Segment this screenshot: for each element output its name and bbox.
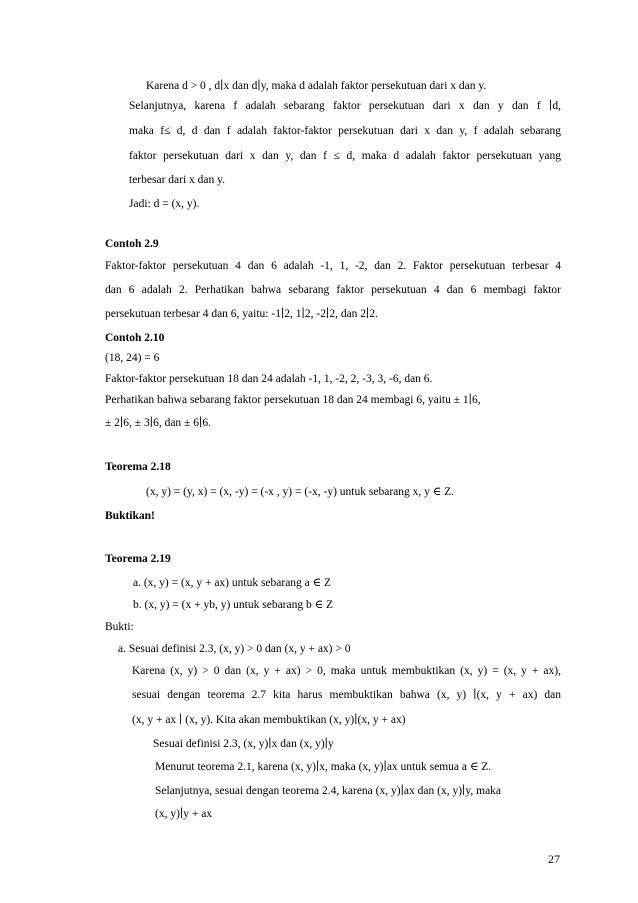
text-line: faktor persekutuan dari x dan y, dan f ≤ d, maka d adalah faktor persekutuan yang <box>129 150 561 162</box>
page-number: 27 <box>548 852 560 866</box>
text-line: (x, y)∣y + ax <box>155 808 213 820</box>
text-line: Karena d > 0 , d∣x dan d∣y, maka d adalah faktor persekutuan dari x dan y. <box>146 80 487 92</box>
text-line: Selanjutnya, sesuai dengan teorema 2.4, karena (x, y)∣ax dan (x, y)∣y, maka <box>155 785 502 797</box>
text-line: Faktor-faktor persekutuan 4 dan 6 adalah -1, 1, -2, dan 2. Faktor persekutuan terbesar 4 <box>105 260 561 272</box>
text-line: b. (x, y) = (x + yb, y) untuk sebarang b ∈ Z <box>133 599 334 611</box>
text-line: Perhatikan bahwa sebarang faktor persekutuan 18 dan 24 membagi 6, yaitu ± 1∣6, <box>105 394 481 406</box>
text-line: sesuai dengan teorema 2.7 kita harus membuktikan bahwa (x, y) ∣(x, y + ax) dan <box>132 689 561 701</box>
text-line: a. Sesuai definisi 2.3, (x, y) > 0 dan (x, y + ax) > 0 <box>118 643 351 655</box>
instruction-text: Buktikan! <box>105 510 155 522</box>
text-line: (x, y) = (y, x) = (x, -y) = (-x , y) = (-x, -y) untuk sebarang x, y ∈ Z. <box>146 486 455 498</box>
text-line: Jadi: d = (x, y). <box>129 198 200 210</box>
text-line: ± 2∣6, ± 3∣6, dan ± 6∣6. <box>105 417 211 429</box>
theorem-heading: Teorema 2.18 <box>105 461 171 473</box>
text-line: terbesar dari x dan y. <box>129 174 226 186</box>
text-line: Faktor-faktor persekutuan 18 dan 24 adalah -1, 1, -2, 2, -3, 3, -6, dan 6. <box>105 373 433 385</box>
text-line: (18, 24) = 6 <box>105 352 160 364</box>
text-line: dan 6 adalah 2. Perhatikan bahwa sebarang faktor persekutuan 4 dan 6 membagi faktor <box>105 284 561 296</box>
text-line: persekutuan terbesar 4 dan 6, yaitu: -1∣2, 1∣2, -2∣2, dan 2∣2. <box>105 308 379 320</box>
example-heading: Contoh 2.9 <box>105 238 159 250</box>
proof-label: Bukti: <box>105 621 134 633</box>
text-line: maka f≤ d, d dan f adalah faktor-faktor persekutuan dari x dan y, f adalah sebarang <box>129 125 561 137</box>
text-line: a. (x, y) = (x, y + ax) untuk sebarang a ∈ Z <box>133 577 332 589</box>
text-line: (x, y + ax ∣ (x, y). Kita akan membuktikan (x, y)∣(x, y + ax) <box>132 714 406 726</box>
text-line: Selanjutnya, karena f adalah sebarang faktor persekutuan dari x dan y dan f ∣d, <box>129 100 561 112</box>
text-line: Menurut teorema 2.1, karena (x, y)∣x, maka (x, y)∣ax untuk semua a ∈ Z. <box>155 761 492 773</box>
text-line: Karena (x, y) > 0 dan (x, y + ax) > 0, maka untuk membuktikan (x, y) = (x, y + ax), <box>132 665 561 677</box>
example-heading: Contoh 2.10 <box>105 332 165 344</box>
text-line: Sesuai definisi 2.3, (x, y)∣x dan (x, y)∣y <box>153 738 334 750</box>
theorem-heading: Teorema 2.19 <box>105 553 171 565</box>
